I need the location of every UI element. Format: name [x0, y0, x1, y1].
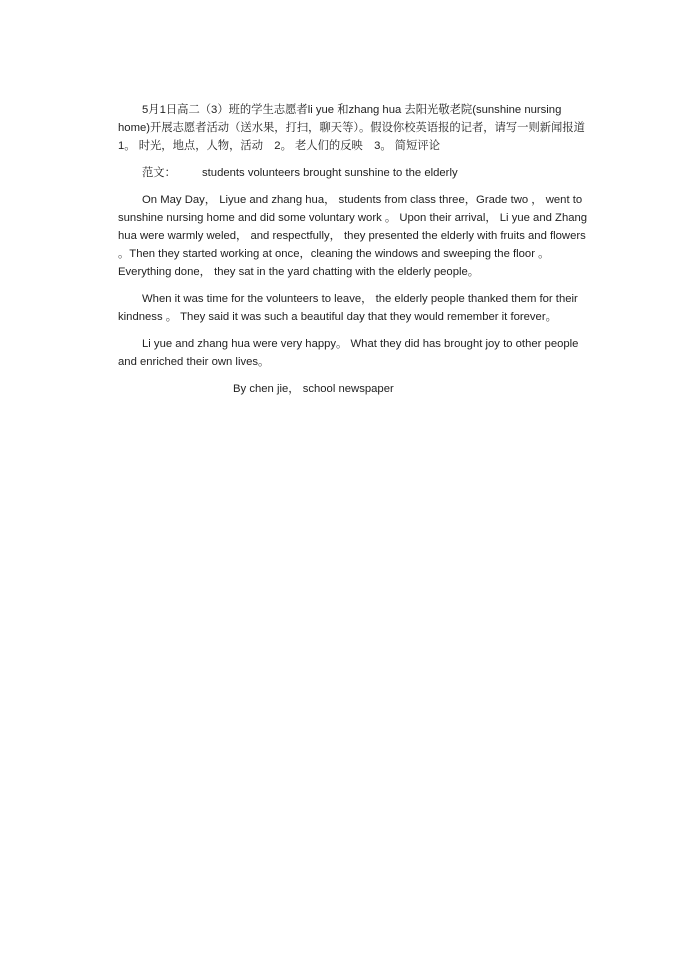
headline: students volunteers brought sunshine to the elderly	[202, 167, 458, 179]
byline: By chen jie， school newspaper	[233, 383, 394, 395]
sample-label: 范文：	[142, 167, 176, 179]
headline-row	[118, 164, 588, 182]
paragraph-2: When it was time for the volunteers to leave， the elderly people thanked them for their kindness 。 They said it was such a beautiful day that they would remember it forever。	[118, 293, 578, 323]
assignment-prompt: 5月1日高二（3）班的学生志愿者li yue 和zhang hua 去阳光敬老院(sunshine nursing home)开展志愿者活动（送水果，打扫，聊天等）。假设你校英语报的记者，请写一则新闻报道 1。 时光，地点，人物，活动 2。 老人们的反映 3。 简短评论	[118, 104, 597, 152]
paragraph-3: Li yue and zhang hua were very happy。 What they did has brought joy to other people and enriched their own lives。	[118, 338, 579, 368]
paragraph-1: On May Day， Liyue and zhang hua， students from class three，Grade two ， went to sunshine nursing home and did some voluntary work 。 Upon their arrival， Li yue and Zhang hua were warmly weled， and respectfully， they presented the elderly with fruits and flowers 。Then they started working at once，cleaning the windows and sweeping the floor 。 Everything done， they sat in the yard chatting with the elderly people。	[118, 194, 588, 278]
document-body	[118, 101, 597, 398]
